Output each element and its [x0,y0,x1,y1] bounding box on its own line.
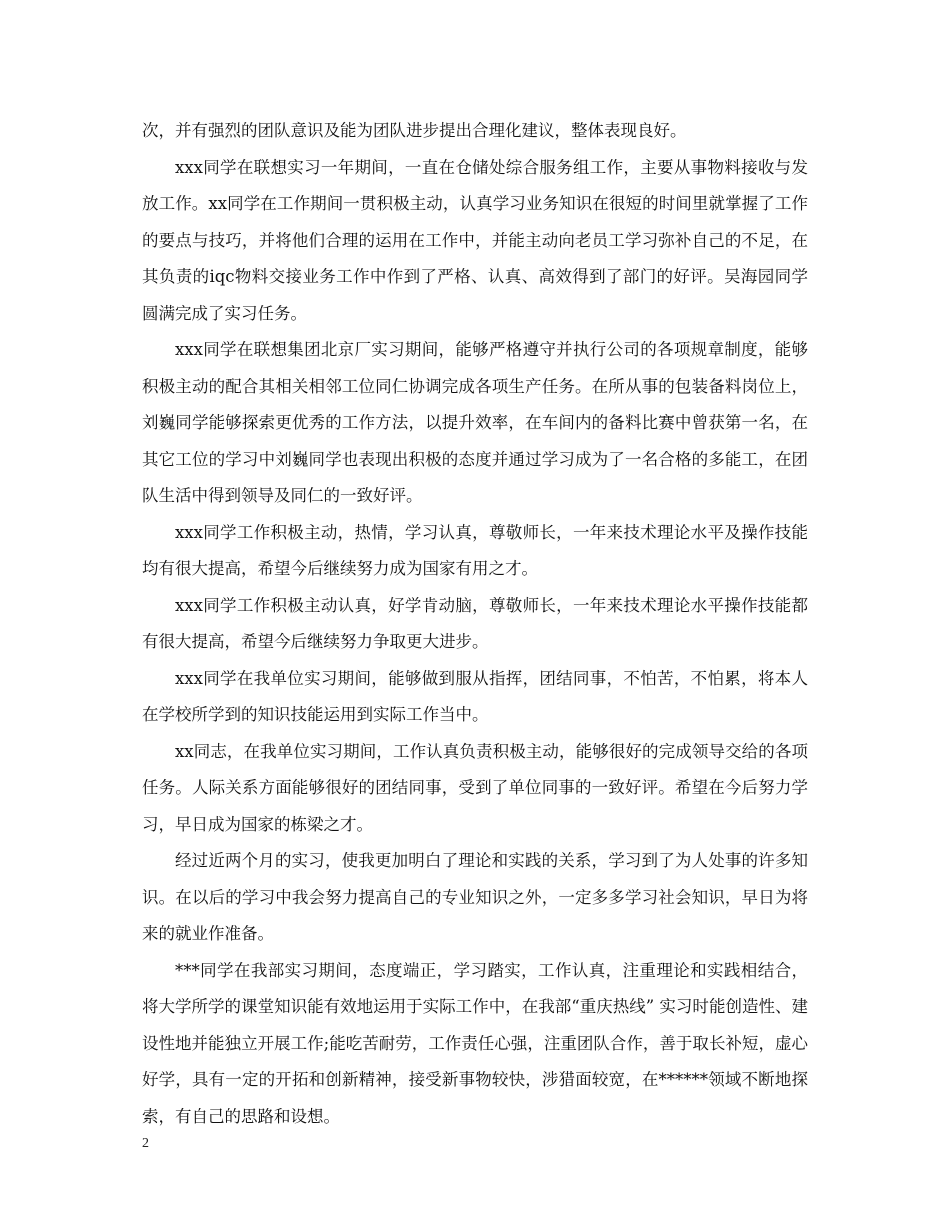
paragraph-evaluation-1: xxx同学工作积极主动，热情，学习认真，尊敬师长，一年来技术理论水平及操作技能均有很大提高，希望今后继续努力成为国家有用之才。 [142,522,808,578]
document-body [142,113,808,1135]
paragraph-evaluation-5: ***同学在我部实习期间，态度端正，学习踏实，工作认真，注重理论和实践相结合，将大学所学的课堂知识能有效地运用于实际工作中，在我部“重庆热线” 实习时能创造性、建设性地并能独立开展工作;能吃苦耐劳，工作责任心强，注重团队合作，善于取长补短，虚心好学，具有一定的开拓和创新精神，接受新事物较快，涉猎面较宽，在******领域不断地探索，有自己的思路和设想。 [142,960,808,1126]
paragraph-evaluation-3: xxx同学在我单位实习期间，能够做到服从指挥，团结同事，不怕苦，不怕累，将本人在学校所学到的知识技能运用到实际工作当中。 [142,668,808,724]
paragraph-lenovo-beijing: xxx同学在联想集团北京厂实习期间，能够严格遵守并执行公司的各项规章制度，能够积极主动的配合其相关相邻工位同仁协调完成各项生产任务。在所从事的包装备料岗位上，刘巍同学能够探索更优秀的工作方法，以提升效率，在车间内的备料比赛中曾获第一名，在其它工位的学习中刘巍同学也表现出积极的态度并通过学习成为了一名合格的多能工，在团队生活中得到领导及同仁的一致好评。 [142,340,808,505]
page-number: 2 [142,1136,149,1151]
paragraph-continuation: 次，并有强烈的团队意识及能为团队进步提出合理化建议，整体表现良好。 [142,121,687,140]
paragraph-evaluation-2: xxx同学工作积极主动认真，好学肯动脑，尊敬师长，一年来技术理论水平操作技能都有很大提高，希望今后继续努力争取更大进步。 [142,595,808,651]
paragraph-evaluation-4: xx同志，在我单位实习期间，工作认真负责积极主动，能够很好的完成领导交给的各项任务。人际关系方面能够很好的团结同事，受到了单位同事的一致好评。希望在今后努力学习，早日成为国家的栋梁之才。 [142,741,808,834]
paragraph-reflection: 经过近两个月的实习，使我更加明白了理论和实践的关系，学习到了为人处事的许多知识。在以后的学习中我会努力提高自己的专业知识之外，一定多多学习社会知识，早日为将来的就业作准备。 [142,851,808,943]
paragraph-lenovo-warehouse: xxx同学在联想实习一年期间，一直在仓储处综合服务组工作，主要从事物料接收与发放工作。xx同学在工作期间一贯积极主动，认真学习业务知识在很短的时间里就掌握了工作的要点与技巧，并将他们合理的运用在工作中，并能主动向老员工学习弥补自己的不足，在其负责的iqc物料交接业务工作中作到了严格、认真、高效得到了部门的好评。吴海园同学圆满完成了实习任务。 [142,157,808,323]
